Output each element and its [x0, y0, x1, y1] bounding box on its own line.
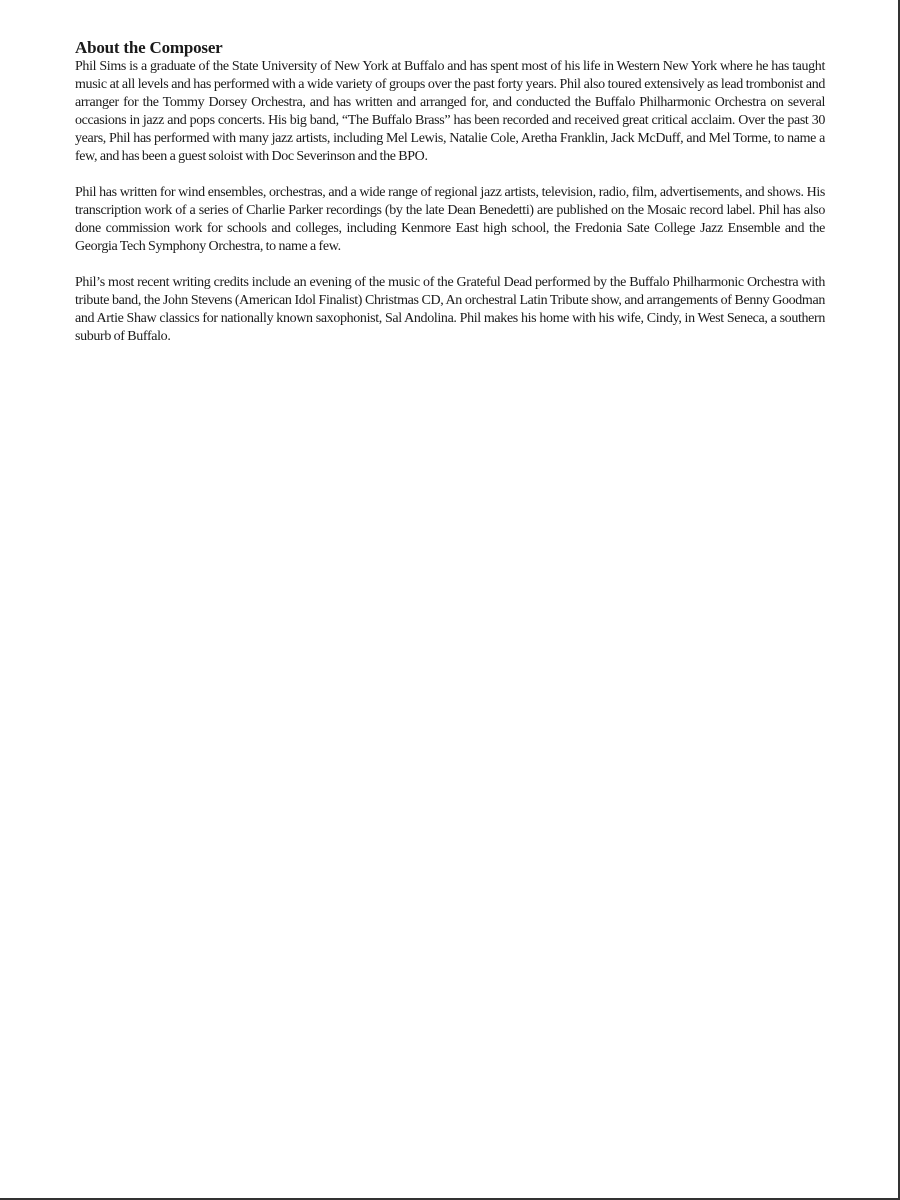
composer-bio-section — [75, 38, 825, 346]
section-heading: About the Composer — [75, 38, 223, 57]
bio-paragraph-1: Phil Sims is a graduate of the State University of New York at Buffalo and has spent most of his life in Western New York where he has taught music at all levels and has performed with a wide variety of groups over the past forty years. Phil also toured extensively as lead trombonist and arranger for the Tommy Dorsey Orchestra, and has written and arranged for, and conducted the Buffalo Philharmonic Orchestra on several occasions in jazz and pops concerts. His big band, “The Buffalo Brass” has been recorded and received great critical acclaim. Over the past 30 years, Phil has performed with many jazz artists, including Mel Lewis, Natalie Cole, Aretha Franklin, Jack McDuff, and Mel Torme, to name a few, and has been a guest soloist with Doc Severinson and the BPO. — [75, 59, 825, 164]
bio-paragraph-2: Phil has written for wind ensembles, orchestras, and a wide range of regional jazz artists, television, radio, film, advertisements, and shows. His transcription work of a series of Charlie Parker recordings (by the late Dean Benedetti) are published on the Mosaic record label. Phil has also done commission work for schools and colleges, including Kenmore East high school, the Fredonia Sate College Jazz Ensemble and the Georgia Tech Symphony Orchestra, to name a few. — [75, 185, 825, 254]
bio-paragraph-3: Phil’s most recent writing credits include an evening of the music of the Grateful Dead performed by the Buffalo Philharmonic Orchestra with tribute band, the John Stevens (American Idol Finalist) Christmas CD, An orchestral Latin Tribute show, and arrangements of Benny Goodman and Artie Shaw classics for nationally known saxophonist, Sal Andolina. Phil makes his home with his wife, Cindy, in West Seneca, a southern suburb of Buffalo. — [75, 275, 825, 344]
